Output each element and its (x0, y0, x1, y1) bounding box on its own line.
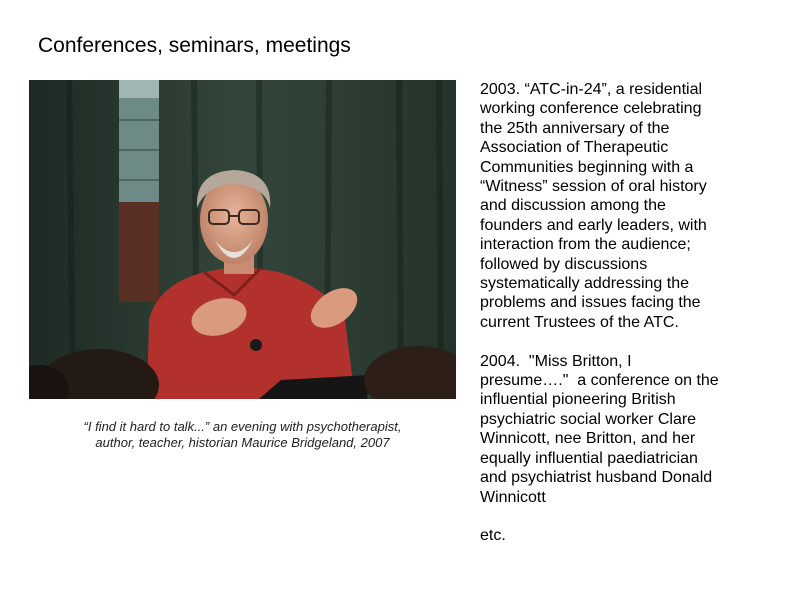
entry-line: Association of Therapeutic (480, 139, 669, 157)
speaker-photo (29, 80, 456, 399)
entry-line: etc. (480, 527, 506, 545)
entry-line: interaction from the audience; (480, 236, 691, 254)
slide-title: Conferences, seminars, meetings (38, 34, 351, 57)
entry-line: Winnicott, nee Britton, and her (480, 430, 696, 448)
entry-line: problems and issues facing the (480, 294, 701, 312)
entry-etc (480, 526, 780, 545)
paragraph-spacer (480, 507, 780, 526)
conference-list (480, 80, 780, 546)
entry-line: presume…." a conference on the (480, 372, 719, 390)
entry-line: psychiatric social worker Clare (480, 410, 697, 428)
entry-line: current Trustees of the ATC. (480, 313, 679, 331)
entry-line: the 25th anniversary of the (480, 119, 670, 137)
entry-line: and psychiatrist husband Donald (480, 469, 713, 487)
caption-line: author, teacher, historian Maurice Bridgeland, 2007 (95, 435, 390, 450)
entry-line: Winnicott (480, 488, 546, 506)
entry-line: and discussion among the (480, 197, 666, 215)
paragraph-spacer (480, 332, 780, 351)
entry-line: founders and early leaders, with (480, 216, 707, 234)
entry-line: equally influential paediatrician (480, 449, 698, 467)
entry-line: working conference celebrating (480, 100, 702, 118)
entry-line: 2004. "Miss Britton, I (480, 352, 632, 370)
caption-line: “I find it hard to talk...” an evening with psychotherapist, (83, 419, 402, 434)
entry-line: “Witness” session of oral history (480, 178, 707, 196)
speaker-photo-illustration (29, 80, 456, 399)
entry-line: followed by discussions (480, 255, 648, 273)
photo-caption (29, 419, 456, 451)
entry-line: systematically addressing the (480, 275, 689, 293)
entry-line: Communities beginning with a (480, 158, 694, 176)
entry-line: 2003. “ATC-in-24”, a residential (480, 81, 703, 98)
entry-line: influential pioneering British (480, 391, 676, 409)
entry-2004 (480, 352, 780, 507)
entry-2003 (480, 80, 780, 332)
